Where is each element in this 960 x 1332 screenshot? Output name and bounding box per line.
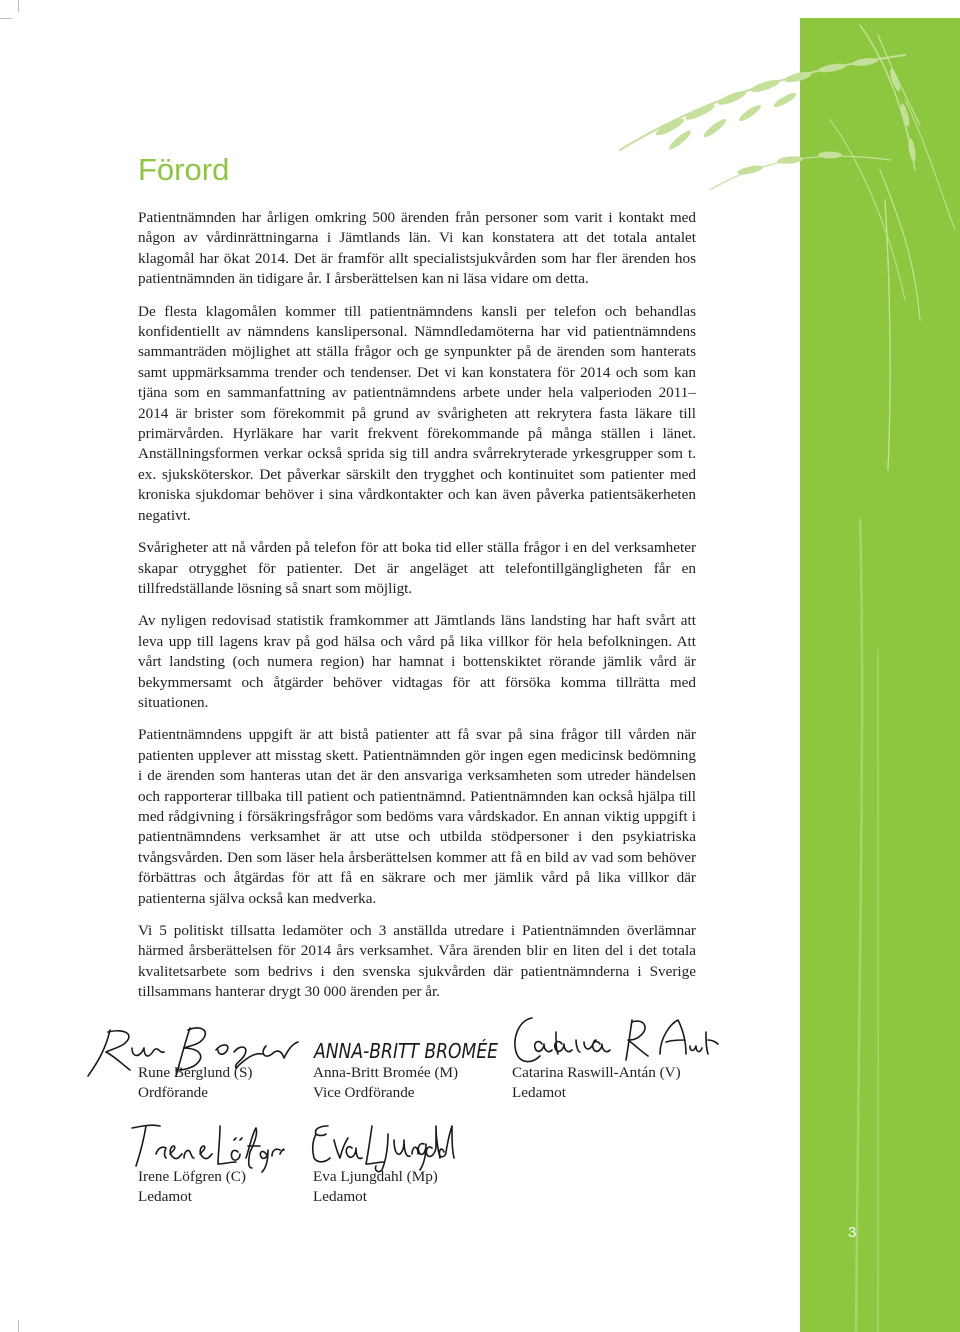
paragraph: Patientnämndens uppgift är att bistå patienter att få svar på sina frågor till vården när patienten upplever att misstag skett. Patientnämnden gör ingen egen medicinsk bedömning i de ärenden som hanteras utan det är den ansvariga verksamheten som utreder händelsen och rapporterar tillbaka till patient och patientnämnd. Patientnämnden kan också hjälpa till med rådgivning i försäkringsfrågor som bedöms vara vårdskador. En annan viktig uppgift i patientnämndens verksamhet är att utse och utbilda stödpersoner i den psykiatriska tvångsvården. Den som läser hela årsberättelsen kommer att få en bild av vad som behöver förbättras och åtgärdas för att få en säkrare och mer jämlik vård på lika villkor där patienterna själva också kan medverka.: [138, 726, 696, 907]
signature-text: ANNA-BRITT BROMÉE: [312, 1039, 499, 1063]
signature-eva-ljungdahl: [308, 1118, 458, 1174]
paragraph: Svårigheter att nå vården på telefon för att boka tid eller ställa frågor i en del verksamheter skapar otrygghet för patienter. Det är angeläget att telefontillgängligheten får en tillfredställande lösning så snart som möjligt.: [138, 539, 696, 597]
signatory: [512, 1063, 681, 1104]
body-text: [138, 208, 696, 1015]
paragraph: Vi 5 politiskt tillsatta ledamöter och 3 anställda utredare i Patientnämnden överlämnar härmed årsberättelsen för 2014 års verksamhet. Våra ärenden blir en liten del i det totala kvalitetsarbete som bedrivs i den svenska sjukvården där patientnämnderna i Sverige tillsammans hanterar drygt 30 000 ärenden per år.: [138, 922, 696, 1001]
signatory: [313, 1167, 438, 1208]
signatory-name: Eva Ljungdahl (Mp): [313, 1168, 438, 1185]
signatory-name: Rune Berglund (S): [138, 1064, 253, 1081]
crop-mark-top-left-v: [18, 0, 19, 12]
signatory-name: Irene Löfgren (C): [138, 1168, 246, 1185]
signatory: [138, 1063, 252, 1104]
paragraph: Av nyligen redovisad statistik framkommer att Jämtlands läns landsting har haft svårt att leva upp till lagens krav på god hälsa och vård på lika villkor för hela befolkningen. Att vårt landsting (och numera region) har hamnat i bottenskiktet rörande jämlik vård är bekymmersamt och åtgärder behöver vidtagas för att försöka komma tillrätta med situationen.: [138, 612, 696, 711]
signature-catarina-raswill-antan: [510, 1010, 720, 1070]
signature-irene-lofgren: [126, 1118, 286, 1174]
signatory: [313, 1063, 458, 1104]
signatory-role: Ledamot: [313, 1188, 367, 1206]
page-number: 3: [848, 1224, 857, 1241]
signatory-name: Catarina Raswill-Antán (V): [512, 1064, 681, 1081]
signatory-name: Anna-Britt Bromée (M): [313, 1064, 459, 1081]
signatory-role: Ledamot: [512, 1084, 566, 1102]
crop-mark-top-left-h: [0, 18, 12, 19]
page-title: Förord: [138, 152, 230, 187]
paragraph: De flesta klagomålen kommer till patientnämndens kansli per telefon och behandlas konfidentiellt av nämndens kanslipersonal. Nämndledamöterna har vid patientnämndens sammanträden möjlighet att ställa frågor och ge synpunkter på de ärenden som hanterats samt uppmärksamma trender och tendenser. Det vi kan konstatera för 2014 och som kan tjäna som en sammanfattning av patientnämndens arbete under hela valperioden 2011–2014 är brister som förekommit på grund av svårigheten att rekrytera fasta läkare till primärvården. Hyrläkare har varit frekvent förekommande på många ställen i länet. Anställningsformen verkar också sprida sig till andra svårrekryterade yrkesgrupper som t. ex. sjuksköterskor. Det påverkar särskilt den trygghet och kontinuitet som patienter med kroniska sjukdomar behöver i sina vårdkontakter och kan även påverka patientsäkerheten negativt.: [138, 302, 696, 524]
paragraph: Patientnämnden har årligen omkring 500 ärenden från personer som varit i kontakt med någon av vårdinrättningarna i Jämtlands län. Vi kan konstatera att det totala antalet klagomål har ökat 2014. Det är framför allt specialistsjukvården som har fler ärenden hos patientnämnden än tidigare år. I årsberättelsen kan ni läsa vidare om detta.: [138, 209, 696, 288]
crop-mark-bottom-left-v: [18, 1320, 19, 1332]
signatory-role: Vice Ordförande: [313, 1084, 415, 1102]
signatory: [138, 1167, 246, 1208]
signatory-role: Ledamot: [138, 1188, 192, 1206]
signature-anna-britt-bromee: [312, 1028, 502, 1068]
signatory-role: Ordförande: [138, 1084, 208, 1102]
